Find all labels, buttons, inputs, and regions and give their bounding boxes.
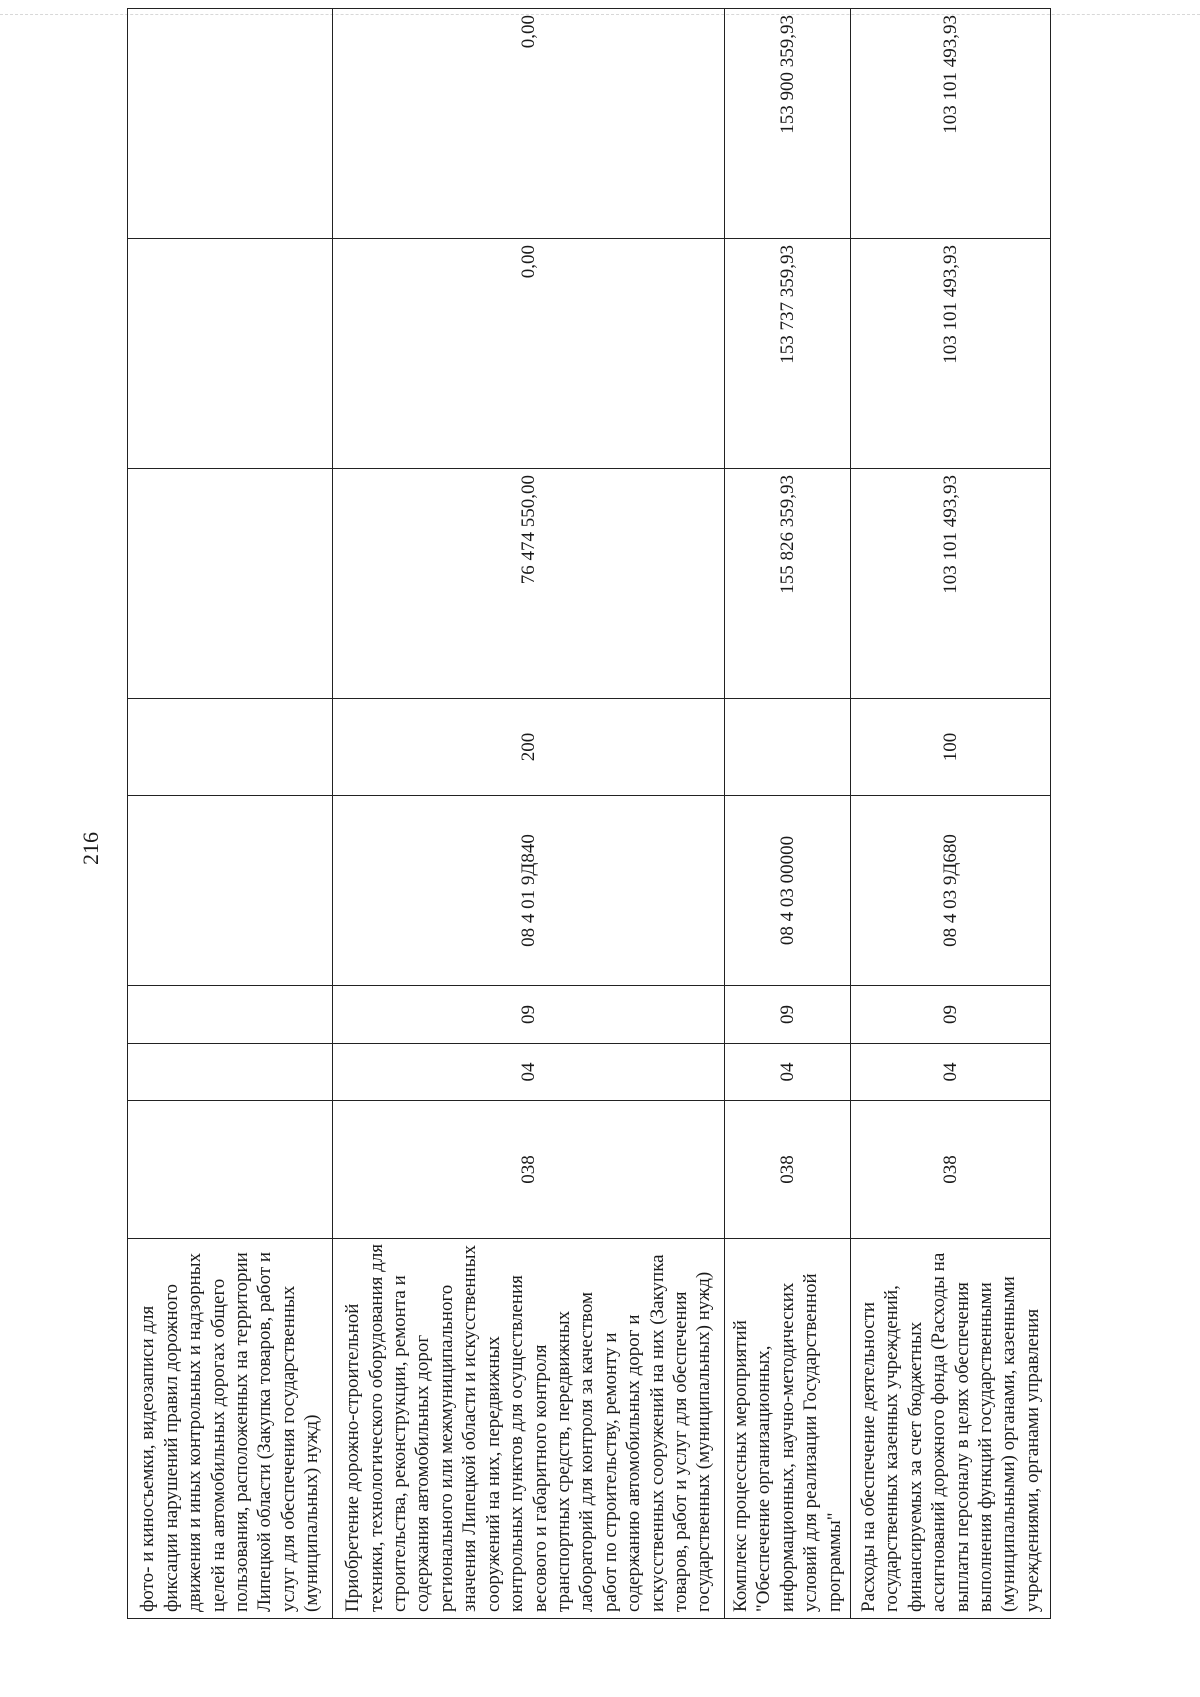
section-code <box>128 1044 333 1101</box>
description-line: услуг для обеспечения государственных <box>277 1285 299 1612</box>
subsection-code: 09 <box>725 986 851 1044</box>
sum-year-1: 155 826 359,93 <box>725 469 851 699</box>
description-line: информационных, научно-методических <box>776 1282 798 1612</box>
table-row <box>725 9 851 1619</box>
description-line: государственных казенных учреждений, <box>881 1285 903 1612</box>
description-line: (муниципальными) органами, казенными <box>998 1276 1020 1612</box>
description-line: (муниципальных) нужд) <box>301 1414 323 1612</box>
sum-year-2: 153 737 359,93 <box>725 239 851 469</box>
description-line: выполнения функций государственными <box>974 1282 996 1612</box>
section-code: 04 <box>725 1044 851 1101</box>
sum-year-3 <box>128 9 333 239</box>
description-line: ассигнований дорожного фонда (Расходы на <box>928 1252 950 1612</box>
sum-year-3: 103 101 493,93 <box>851 9 1051 239</box>
description-line: строительства, реконструкции, ремонта и <box>389 1275 411 1612</box>
description-line: выплаты персоналу в целях обеспечения <box>951 1282 973 1612</box>
description-line: лабораторий для контроля за качеством <box>576 1292 598 1612</box>
description-line: пользования, расположенных на территории <box>231 1252 252 1612</box>
sum-year-3: 0,00 <box>333 9 725 239</box>
ministry-code <box>128 1101 333 1239</box>
description-line: содержанию автомобильных дорог и <box>623 1314 645 1612</box>
sum-year-1 <box>128 469 333 699</box>
table-row <box>851 9 1051 1619</box>
description-line: регионального или межмуниципального <box>435 1284 457 1612</box>
ministry-code: 038 <box>851 1101 1051 1239</box>
description-line: Липецкой области (Закупка товаров, работ и <box>254 1251 276 1612</box>
page-number: 216 <box>78 832 103 865</box>
description-line: значения Липецкой области и искусственных <box>459 1245 481 1612</box>
description-line: сооружений на них, передвижных <box>482 1336 504 1612</box>
subsection-code: 09 <box>851 986 1051 1044</box>
description-line: весового и габаритного контроля <box>529 1344 551 1612</box>
description-line: "Обеспечение организационных, <box>753 1345 775 1612</box>
expense-type <box>725 699 851 796</box>
description-line: контрольных пунктов для осуществления <box>506 1275 528 1612</box>
table-row <box>333 9 725 1619</box>
sum-year-1: 103 101 493,93 <box>851 469 1051 699</box>
target-article <box>128 796 333 986</box>
description-line: программы" <box>823 1512 845 1612</box>
row-description <box>333 1239 725 1619</box>
description-line: Комплекс процессных мероприятий <box>729 1320 751 1612</box>
description-line: техники, технологического оборудования для <box>365 1243 387 1612</box>
description-line: фото- и киносъемки, видеозаписи для <box>137 1305 159 1612</box>
row-description <box>725 1239 851 1619</box>
sum-year-3: 153 900 359,93 <box>725 9 851 239</box>
target-article: 08 4 03 00000 <box>725 796 851 986</box>
ministry-code: 038 <box>333 1101 725 1239</box>
ministry-code: 038 <box>725 1101 851 1239</box>
expense-type <box>128 699 333 796</box>
description-line: государственных (муниципальных) нужд) <box>693 1271 715 1612</box>
description-line: целей на автомобильных дорогах общего <box>207 1278 229 1612</box>
sum-year-1: 76 474 550,00 <box>333 469 725 699</box>
description-line: товаров, работ и услуг для обеспечения <box>669 1291 691 1612</box>
description-line: фиксации нарушений правил дорожного <box>160 1283 182 1612</box>
description-line: финансируемых за счет бюджетных <box>904 1321 926 1612</box>
table-body <box>128 9 1051 1619</box>
description-line: движения и иных контрольных и надзорных <box>184 1252 206 1612</box>
description-line: Расходы на обеспечение деятельности <box>857 1301 879 1612</box>
section-code: 04 <box>851 1044 1051 1101</box>
description-line: искусственных сооружений на них (Закупка <box>646 1254 668 1612</box>
target-article: 08 4 03 9Д680 <box>851 796 1051 986</box>
description-line: работ по строительству, ремонту и <box>599 1332 621 1612</box>
description-line: содержания автомобильных дорог <box>412 1334 434 1612</box>
sum-year-2: 103 101 493,93 <box>851 239 1051 469</box>
description-line: учреждениями, органами управления <box>1021 1308 1043 1612</box>
row-description <box>851 1239 1051 1619</box>
section-code: 04 <box>333 1044 725 1101</box>
expense-type: 200 <box>333 699 725 796</box>
sum-year-2: 0,00 <box>333 239 725 469</box>
table-row <box>128 9 333 1619</box>
subsection-code: 09 <box>333 986 725 1044</box>
target-article: 08 4 01 9Д840 <box>333 796 725 986</box>
description-line: условий для реализации Государственной <box>800 1273 822 1612</box>
description-line: транспортных средств, передвижных <box>552 1310 574 1612</box>
sum-year-2 <box>128 239 333 469</box>
expense-type: 100 <box>851 699 1051 796</box>
subsection-code <box>128 986 333 1044</box>
budget-table <box>127 8 1051 1619</box>
description-line: Приобретение дорожно-строительной <box>342 1303 364 1612</box>
row-description <box>128 1239 333 1619</box>
